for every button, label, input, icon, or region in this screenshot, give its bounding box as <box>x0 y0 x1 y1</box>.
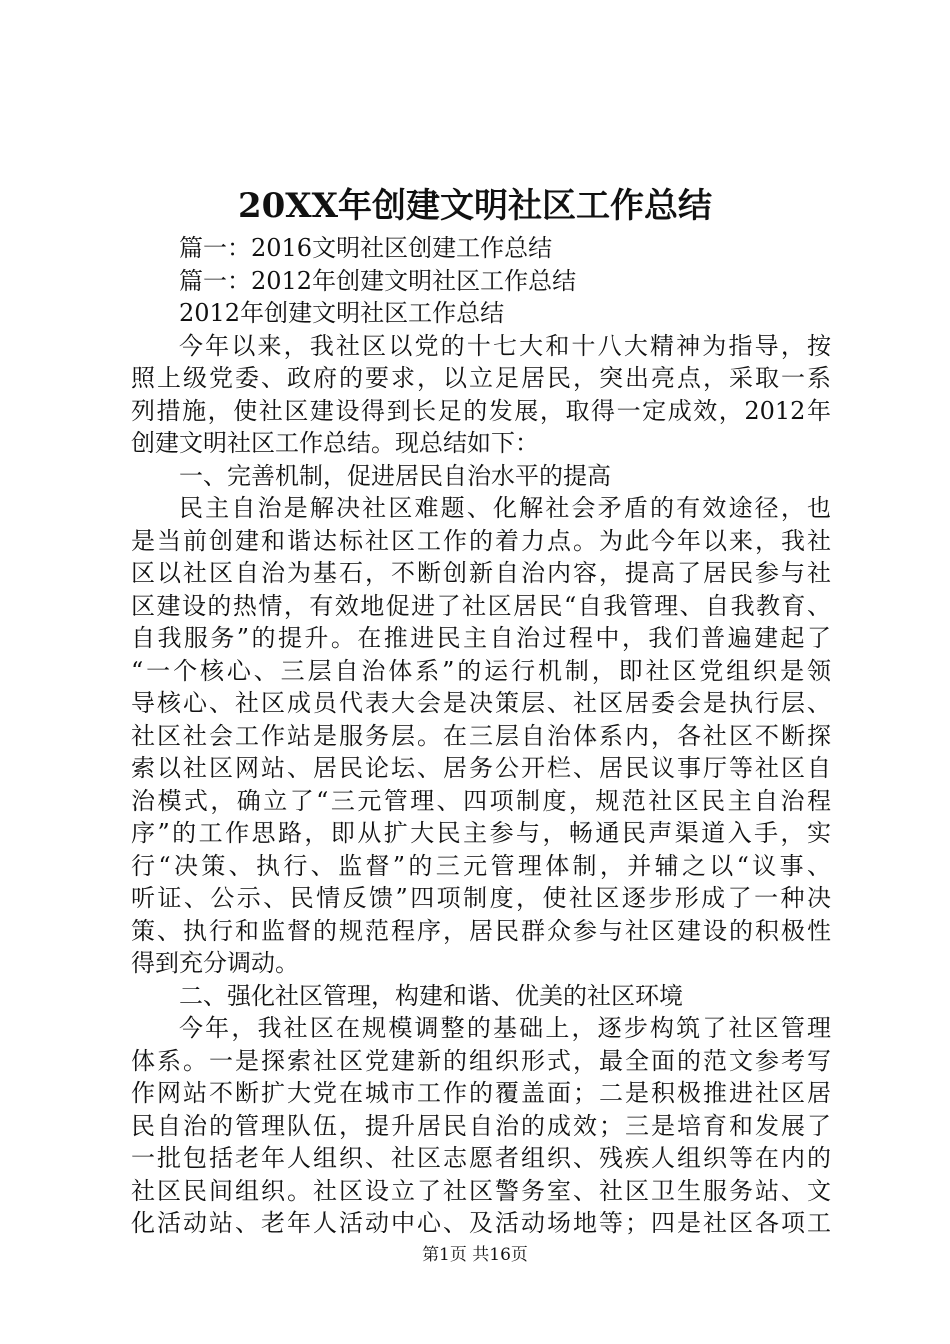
text-line: 一、完善机制，促进居民自治水平的提高 <box>179 461 611 490</box>
text-line: 创建文明社区工作总结。现总结如下： <box>131 429 539 457</box>
document-title: 20XX年创建文明社区工作总结 <box>237 186 713 226</box>
text-line: 篇一：2012年创建文明社区工作总结 <box>179 266 577 295</box>
text-line: 自我服务”的提升。在推进民主自治过程中，我们普遍建起了 <box>131 624 831 652</box>
text-line: 序”的工作思路，即从扩大民主参与，畅通民声渠道入手，实 <box>131 819 831 847</box>
text-line: 得到充分调动。 <box>131 949 299 977</box>
text-line: 区建设的热情，有效地促进了社区居民“自我管理、自我教育、 <box>131 591 831 620</box>
text-line: 2012年创建文明社区工作总结 <box>179 299 505 327</box>
text-line: 照上级党委、政府的要求，以立足居民，突出亮点，采取一系 <box>131 364 831 392</box>
text-line: 作网站不断扩大党在城市工作的覆盖面；二是积极推进社区居 <box>131 1079 831 1107</box>
text-line: 行“决策、执行、监督”的三元管理体制，并辅之以“议事、 <box>131 851 831 880</box>
text-line: 今年以来，我社区以党的十七大和十八大精神为指导，按 <box>179 331 831 360</box>
text-line: 篇一：2016文明社区创建工作总结 <box>179 234 553 262</box>
text-line: 民主自治是解决社区难题、化解社会矛盾的有效途径，也 <box>179 494 831 522</box>
text-line: 社区民间组织。社区设立了社区警务室、社区卫生服务站、文 <box>131 1176 831 1205</box>
text-line: 体系。一是探索社区党建新的组织形式，最全面的范文参考写 <box>131 1046 831 1075</box>
text-line: 今年，我社区在规模调整的基础上，逐步构筑了社区管理 <box>179 1014 831 1042</box>
text-line: 导核心、社区成员代表大会是决策层、社区居委会是执行层、 <box>131 689 831 717</box>
text-line: 一批包括老年人组织、社区志愿者组织、残疾人组织等在内的 <box>131 1144 831 1172</box>
text-line: 化活动站、老年人活动中心、及活动场地等；四是社区各项工 <box>131 1209 831 1237</box>
text-line: 列措施，使社区建设得到长足的发展，取得一定成效，2012年 <box>131 396 831 425</box>
text-line: 民自治的管理队伍，提升居民自治的成效；三是培育和发展了 <box>131 1111 831 1140</box>
text-line: 治模式，确立了“三元管理、四项制度，规范社区民主自治程 <box>131 786 831 815</box>
text-line: 听证、公示、民情反馈”四项制度，使社区逐步形成了一种决 <box>131 884 831 912</box>
text-line: “一个核心、三层自治体系”的运行机制，即社区党组织是领 <box>131 656 831 685</box>
document-body <box>131 232 831 1240</box>
page-footer: 第1页 共16页 <box>422 1245 528 1265</box>
text-line: 索以社区网站、居民论坛、居务公开栏、居民议事厅等社区自 <box>131 754 831 782</box>
text-line: 策、执行和监督的规范程序，居民群众参与社区建设的积极性 <box>131 916 831 945</box>
text-line: 区以社区自治为基石，不断创新自治内容，提高了居民参与社 <box>131 559 831 587</box>
text-line: 是当前创建和谐达标社区工作的着力点。为此今年以来，我社 <box>131 526 831 555</box>
text-line: 社区社会工作站是服务层。在三层自治体系内，各社区不断探 <box>131 721 831 750</box>
text-line: 二、强化社区管理，构建和谐、优美的社区环境 <box>179 981 683 1010</box>
